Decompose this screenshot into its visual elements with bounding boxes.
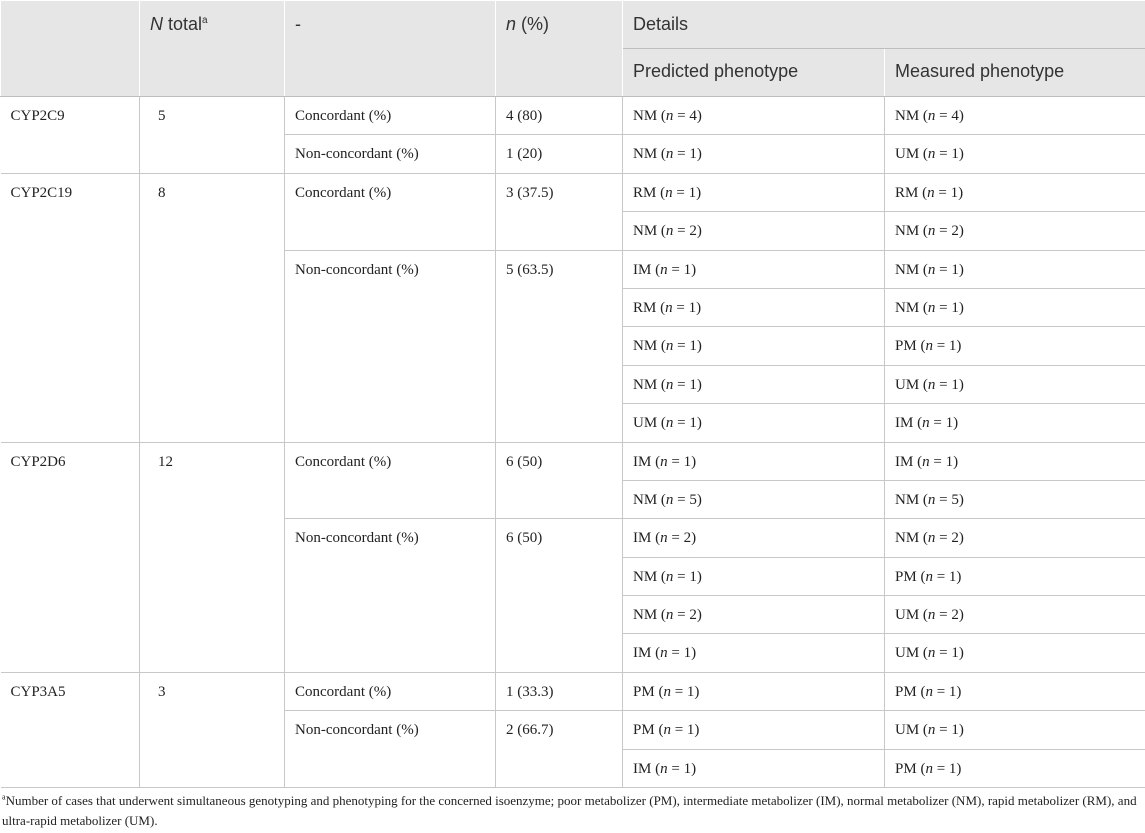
- phenotype-label: UM: [895, 607, 920, 624]
- measured-phenotype-cell: PM (n = 1): [885, 557, 1145, 595]
- phenotype-label: NM: [633, 568, 658, 585]
- phenotype-count: 1: [951, 261, 959, 278]
- phenotype-label: NM: [895, 108, 920, 124]
- phenotype-count: 2: [951, 607, 959, 624]
- header-n-percent: n (%): [496, 1, 623, 97]
- measured-phenotype-cell: NM (n = 1): [885, 288, 1145, 326]
- phenotype-count: 1: [948, 760, 957, 777]
- concordance-label: Concordant (%): [285, 442, 496, 519]
- phenotype-label: IM: [633, 453, 652, 470]
- phenotype-label: IM: [633, 760, 652, 777]
- phenotype-count: 1: [951, 299, 959, 316]
- count-percent: 4 (80): [496, 97, 623, 135]
- phenotype-label: UM: [895, 146, 920, 163]
- isoenzyme-name: CYP2C19: [1, 173, 140, 442]
- phenotype-label: PM: [895, 683, 917, 700]
- phenotype-count: 1: [689, 415, 697, 432]
- phenotype-label: IM: [633, 261, 652, 278]
- header-measured-phenotype: Measured phenotype: [885, 49, 1145, 97]
- concordance-label: Concordant (%): [285, 672, 496, 710]
- measured-phenotype-cell: PM (n = 1): [885, 749, 1145, 787]
- phenotype-label: IM: [633, 645, 652, 662]
- n-total-value: 5: [140, 97, 285, 174]
- phenotype-count: 1: [948, 338, 957, 355]
- table-header: [1, 1, 1145, 97]
- phenotype-count: 1: [688, 299, 697, 316]
- predicted-phenotype-cell: NM (n = 2): [623, 596, 885, 634]
- phenotype-label: NM: [633, 607, 658, 624]
- phenotype-count: 1: [951, 645, 959, 662]
- concordance-label: Concordant (%): [285, 97, 496, 135]
- table-footnote: $^a$Number of cases that underwent simultaneous genotyping and phenotyping for the concerned isoenzyme; poor metabolizer (PM), intermediate metabolizer (IM), normal metabolizer (NM), rapid metabolizer (RM), and ultra-rapid metabolizer (UM).: [2, 792, 1137, 828]
- phenotype-label: PM: [895, 568, 917, 585]
- predicted-phenotype-cell: RM (n = 1): [623, 173, 885, 211]
- phenotype-count: 2: [689, 223, 697, 240]
- header-details: Details: [623, 1, 1145, 49]
- phenotype-label: PM: [633, 683, 655, 700]
- predicted-phenotype-cell: IM (n = 2): [623, 519, 885, 557]
- count-percent: 6 (50): [496, 519, 623, 673]
- phenotype-label: UM: [895, 376, 920, 393]
- phenotype-count: 2: [683, 530, 692, 547]
- predicted-phenotype-cell: NM (n = 4): [623, 97, 885, 135]
- table-row: [1, 672, 1145, 710]
- measured-phenotype-cell: NM (n = 1): [885, 250, 1145, 288]
- phenotype-count: 5: [689, 491, 697, 508]
- phenotype-label: IM: [895, 415, 914, 432]
- phenotype-count: 1: [683, 261, 692, 278]
- measured-phenotype-cell: UM (n = 1): [885, 634, 1145, 672]
- count-percent: 6 (50): [496, 442, 623, 519]
- phenotype-label: UM: [895, 722, 920, 739]
- header-blank-cell: [1, 1, 140, 97]
- phenotype-count: 1: [951, 722, 959, 739]
- phenotype-label: NM: [895, 530, 920, 547]
- phenotype-label: RM: [633, 299, 657, 316]
- predicted-phenotype-cell: NM (n = 1): [623, 557, 885, 595]
- predicted-phenotype-cell: NM (n = 1): [623, 327, 885, 365]
- count-percent: 2 (66.7): [496, 711, 623, 788]
- header-dash: -: [285, 1, 496, 97]
- phenotype-label: NM: [633, 146, 658, 163]
- phenotype-count: 1: [950, 184, 959, 201]
- predicted-phenotype-cell: NM (n = 5): [623, 480, 885, 518]
- phenotype-count: 2: [951, 223, 959, 240]
- predicted-phenotype-cell: RM (n = 1): [623, 288, 885, 326]
- measured-phenotype-cell: UM (n = 1): [885, 135, 1145, 173]
- table-row: [1, 442, 1145, 480]
- predicted-phenotype-cell: UM (n = 1): [623, 404, 885, 442]
- measured-phenotype-cell: IM (n = 1): [885, 404, 1145, 442]
- phenotype-label: NM: [895, 261, 920, 278]
- measured-phenotype-cell: UM (n = 1): [885, 711, 1145, 749]
- n-total-value: 3: [140, 672, 285, 787]
- phenotype-label: NM: [633, 376, 658, 393]
- phenotype-count: 1: [951, 376, 959, 393]
- phenotype-count: 4: [951, 108, 959, 124]
- phenotype-count: 1: [948, 568, 957, 585]
- predicted-phenotype-cell: PM (n = 1): [623, 711, 885, 749]
- phenotype-label: NM: [895, 223, 920, 240]
- phenotype-count: 1: [689, 338, 697, 355]
- count-percent: 5 (63.5): [496, 250, 623, 442]
- phenotype-label: NM: [633, 491, 658, 508]
- n-total-value: 12: [140, 442, 285, 672]
- count-percent: 3 (37.5): [496, 173, 623, 250]
- phenotype-count: 1: [683, 760, 692, 777]
- measured-phenotype-cell: UM (n = 2): [885, 596, 1145, 634]
- predicted-phenotype-cell: IM (n = 1): [623, 749, 885, 787]
- header-predicted-phenotype: Predicted phenotype: [623, 49, 885, 97]
- predicted-phenotype-cell: PM (n = 1): [623, 672, 885, 710]
- phenotype-count: 1: [689, 568, 697, 585]
- phenotype-count: 1: [686, 722, 695, 739]
- phenotype-count: 2: [951, 530, 959, 547]
- phenotype-label: NM: [895, 299, 920, 316]
- phenotype-label: IM: [895, 453, 914, 470]
- concordance-label: Concordant (%): [285, 173, 496, 250]
- measured-phenotype-cell: IM (n = 1): [885, 442, 1145, 480]
- isoenzyme-name: CYP2C9: [1, 97, 140, 174]
- phenotype-label: NM: [633, 108, 658, 124]
- n-total-value: 8: [140, 173, 285, 442]
- table-row: [1, 173, 1145, 211]
- measured-phenotype-cell: NM (n = 2): [885, 212, 1145, 250]
- table-row: [1, 97, 1145, 135]
- phenotype-label: PM: [895, 338, 917, 355]
- phenotype-label: UM: [895, 645, 920, 662]
- measured-phenotype-cell: NM (n = 5): [885, 480, 1145, 518]
- concordance-label: Non-concordant (%): [285, 519, 496, 673]
- predicted-phenotype-cell: NM (n = 1): [623, 135, 885, 173]
- phenotype-count: 4: [689, 108, 697, 124]
- phenotype-label: RM: [895, 184, 919, 201]
- phenotype-count: 1: [689, 146, 697, 163]
- phenotype-count: 1: [683, 453, 692, 470]
- phenotype-count: 1: [689, 376, 697, 393]
- predicted-phenotype-cell: IM (n = 1): [623, 250, 885, 288]
- phenotype-label: UM: [633, 415, 658, 432]
- concordance-label: Non-concordant (%): [285, 250, 496, 442]
- count-percent: 1 (20): [496, 135, 623, 173]
- measured-phenotype-cell: NM (n = 2): [885, 519, 1145, 557]
- phenotype-count: 1: [683, 645, 692, 662]
- phenotype-count: 1: [688, 184, 697, 201]
- measured-phenotype-cell: PM (n = 1): [885, 327, 1145, 365]
- phenotype-label: RM: [633, 184, 657, 201]
- predicted-phenotype-cell: IM (n = 1): [623, 634, 885, 672]
- phenotype-label: NM: [633, 338, 658, 355]
- measured-phenotype-cell: NM (n = 4): [885, 97, 1145, 135]
- measured-phenotype-cell: RM (n = 1): [885, 173, 1145, 211]
- phenotype-count: 1: [945, 453, 954, 470]
- measured-phenotype-cell: UM (n = 1): [885, 365, 1145, 403]
- phenotype-count: 1: [945, 415, 954, 432]
- isoenzyme-name: CYP3A5: [1, 672, 140, 787]
- phenotype-label: PM: [895, 760, 917, 777]
- count-percent: 1 (33.3): [496, 672, 623, 710]
- phenotype-count: 1: [951, 146, 959, 163]
- phenotype-label: IM: [633, 530, 652, 547]
- phenotype-count: 1: [948, 683, 957, 700]
- phenotype-count: 2: [689, 607, 697, 624]
- predicted-phenotype-cell: IM (n = 1): [623, 442, 885, 480]
- phenotype-count: 5: [951, 491, 959, 508]
- measured-phenotype-cell: PM (n = 1): [885, 672, 1145, 710]
- isoenzyme-name: CYP2D6: [1, 442, 140, 672]
- phenotype-count: 1: [686, 683, 695, 700]
- predicted-phenotype-cell: NM (n = 2): [623, 212, 885, 250]
- header-n-total: N total$^a$: [140, 1, 285, 97]
- phenotype-label: NM: [633, 223, 658, 240]
- phenotype-label: NM: [895, 491, 920, 508]
- concordance-label: Non-concordant (%): [285, 135, 496, 173]
- predicted-phenotype-cell: NM (n = 1): [623, 365, 885, 403]
- phenotype-label: PM: [633, 722, 655, 739]
- table-body: [1, 97, 1145, 788]
- concordance-label: Non-concordant (%): [285, 711, 496, 788]
